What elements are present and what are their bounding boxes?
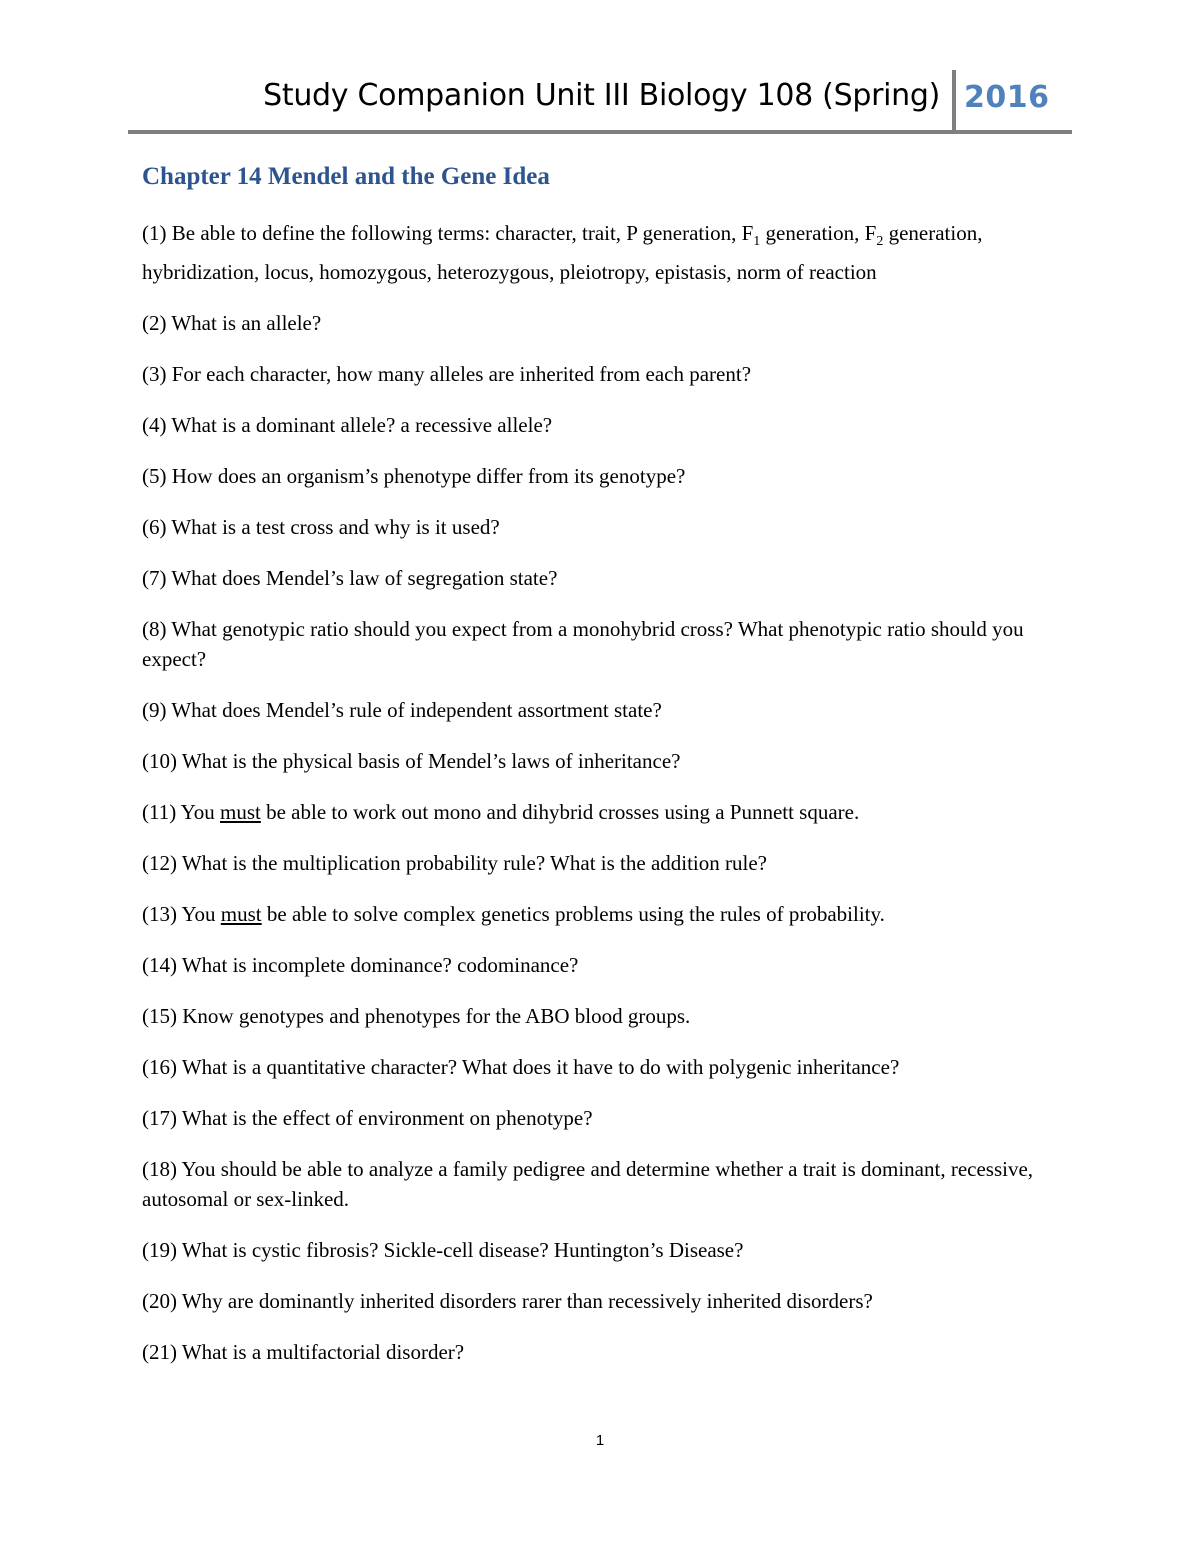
- question-21: (21) What is a multifactorial disorder?: [142, 1340, 465, 1365]
- header-rule: [128, 130, 1072, 134]
- question-list: [142, 218, 1052, 1388]
- question-11-emphasis: must: [220, 800, 261, 825]
- question-14: (14) What is incomplete dominance? codominance?: [142, 953, 579, 978]
- question-1-sub-1: 1: [753, 234, 761, 250]
- question-18: (18) You should be able to analyze a family pedigree and determine whether a trait is dominant, recessive, autosomal or sex-linked.: [142, 1157, 1034, 1212]
- page-number: 1: [595, 1432, 605, 1449]
- question-13: [142, 899, 1052, 929]
- question-11-pre: (11) You: [142, 800, 220, 825]
- question-13-post: be able to solve complex genetics problems using the rules of probability.: [261, 902, 885, 927]
- question-11-post: be able to work out mono and dihybrid crosses using a Punnett square.: [260, 800, 860, 825]
- question-1-text-c: generation, hybridization, locus, homozygous, heterozygous, pleiotropy, epistasis, norm of reaction: [142, 221, 983, 285]
- header-year: 2016: [964, 80, 1050, 115]
- question-16: (16) What is a quantitative character? What does it have to do with polygenic inheritance?: [142, 1055, 900, 1080]
- question-9: (9) What does Mendel’s rule of independent assortment state?: [142, 698, 662, 723]
- question-10: (10) What is the physical basis of Mendel’s laws of inheritance?: [142, 749, 681, 774]
- question-11: [142, 797, 1052, 827]
- question-1-sub-2: 2: [876, 234, 884, 250]
- header-title: Study Companion Unit III Biology 108 (Spring): [263, 78, 940, 113]
- header-divider: [952, 70, 956, 130]
- question-8: (8) What genotypic ratio should you expect from a monohybrid cross? What phenotypic ratio should you expect?: [142, 617, 1024, 672]
- question-12: (12) What is the multiplication probability rule? What is the addition rule?: [142, 851, 767, 876]
- question-20: (20) Why are dominantly inherited disorders rarer than recessively inherited disorders?: [142, 1289, 873, 1314]
- question-13-pre: (13) You: [142, 902, 221, 927]
- question-17: (17) What is the effect of environment on phenotype?: [142, 1106, 593, 1131]
- question-6: (6) What is a test cross and why is it used?: [142, 515, 500, 540]
- question-19: (19) What is cystic fibrosis? Sickle-cell disease? Huntington’s Disease?: [142, 1238, 744, 1263]
- question-1-text-b: generation, F: [760, 221, 877, 245]
- question-15: (15) Know genotypes and phenotypes for the ABO blood groups.: [142, 1004, 691, 1029]
- question-1-text-a: (1) Be able to define the following terms: character, trait, P generation, F: [142, 221, 754, 245]
- question-2: (2) What is an allele?: [142, 311, 322, 336]
- page-header: [128, 70, 1072, 136]
- question-4: (4) What is a dominant allele? a recessive allele?: [142, 413, 553, 438]
- question-13-emphasis: must: [220, 902, 262, 927]
- question-5: (5) How does an organism’s phenotype differ from its genotype?: [142, 464, 686, 489]
- question-1: [142, 218, 1052, 287]
- chapter-title: Chapter 14 Mendel and the Gene Idea: [142, 163, 550, 190]
- question-3: (3) For each character, how many alleles are inherited from each parent?: [142, 362, 752, 387]
- question-7: (7) What does Mendel’s law of segregation state?: [142, 566, 558, 591]
